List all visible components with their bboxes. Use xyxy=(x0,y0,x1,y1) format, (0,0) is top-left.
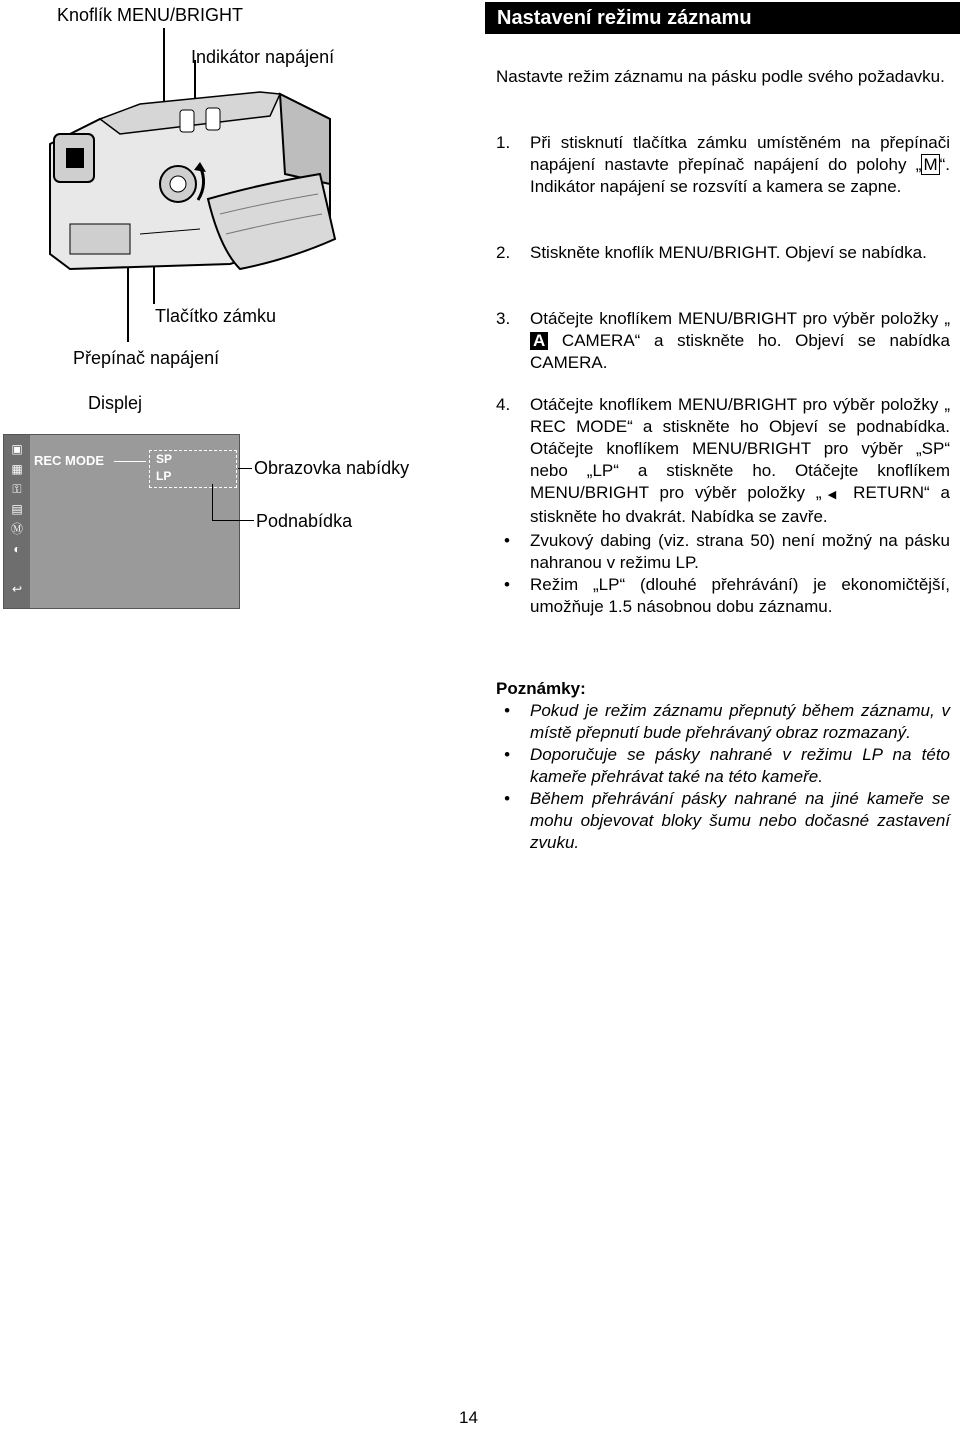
list-item: • Doporučuje se pásky nahrané v režimu LP na této kameře přehrávat také na této kameře. xyxy=(496,744,950,788)
notes-section xyxy=(496,678,950,854)
notes-title: Poznámky: xyxy=(496,679,586,698)
leader-submenu-vert xyxy=(212,484,213,520)
step-text-a: Při stisknutí tlačítka zámku umístěném na přepínači napájení nastavte přepínač napájení do polohy „ xyxy=(530,133,950,174)
step-text-b: CAMERA“ a stiskněte ho. Objeví se nabídka CAMERA. xyxy=(530,331,950,372)
step-4-bullets xyxy=(496,530,950,618)
step-number: 2. xyxy=(496,243,511,262)
intro-paragraph: Nastavte režim záznamu na pásku podle svého požadavku. xyxy=(496,67,945,86)
list-item: • Během přehrávání pásky nahrané na jiné kameře se mohu objevovat bloky šumu nebo dočasné zastavení zvuku. xyxy=(496,788,950,854)
lcd-connector xyxy=(114,461,146,462)
lcd-menu-screen xyxy=(3,434,240,609)
lcd-icon-column xyxy=(4,435,30,608)
power-mode-m-icon: M xyxy=(923,155,938,174)
label-menu-knob: Knoflík MENU/BRIGHT xyxy=(57,5,244,25)
step-text xyxy=(530,308,950,374)
label-power-switch: Přepínač napájení xyxy=(73,348,220,368)
step-number: 4. xyxy=(496,395,511,414)
return-arrow-icon: ◀ xyxy=(821,489,843,501)
step-1 xyxy=(496,132,950,198)
list-item: • Pokud je režim záznamu přepnutý během záznamu, v místě přepnutí bude přehrávaný obraz rozmazaný. xyxy=(496,700,950,744)
step-3 xyxy=(496,308,950,374)
page-number: 14 xyxy=(459,1408,478,1427)
label-menu-screen: Obrazovka nabídky xyxy=(254,458,410,478)
step-text-a: Otáčejte knoflíkem MENU/BRIGHT pro výběr položky „ xyxy=(530,309,950,328)
label-submenu: Podnabídka xyxy=(256,511,353,531)
lcd-menu-item: REC MODE xyxy=(34,453,105,468)
step-number: 3. xyxy=(496,309,511,328)
label-power-indicator: Indikátor napájení xyxy=(191,47,335,67)
label-display: Displej xyxy=(88,393,143,413)
list-item: • Zvukový dabing (viz. strana 50) není možný na pásku nahranou v režimu LP. xyxy=(496,530,950,574)
section-title: Nastavení režimu záznamu xyxy=(485,2,960,34)
camcorder-illustration xyxy=(30,24,350,344)
step-text-b: RETURN“ a stiskněte ho dvakrát. Nabídka se zavře. xyxy=(530,483,950,526)
step-text-b: “. Indikátor napájení se rozsvítí a kamera se zapne. xyxy=(530,155,950,196)
step-2 xyxy=(496,242,950,264)
camera-mode-a-icon: A xyxy=(530,332,548,350)
step-text xyxy=(530,394,950,528)
label-lock-button: Tlačítko zámku xyxy=(155,306,277,326)
lcd-option-sp: SP xyxy=(156,452,173,466)
leader-menu-screen xyxy=(238,468,252,469)
leader-submenu-horiz xyxy=(212,520,254,521)
step-text: Stiskněte knoflík MENU/BRIGHT. Objeví se nabídka. xyxy=(530,243,927,262)
step-text xyxy=(530,132,950,198)
lcd-submenu-box xyxy=(149,450,237,488)
intro-text xyxy=(496,66,950,88)
list-item: • Režim „LP“ (dlouhé přehrávání) je ekonomičtější, umožňuje 1.5 násobnou dobu záznamu. xyxy=(496,574,950,618)
lcd-option-lp: LP xyxy=(156,469,172,483)
notes-list xyxy=(496,700,950,854)
step-number: 1. xyxy=(496,133,511,152)
step-text-a: Otáčejte knoflíkem MENU/BRIGHT pro výběr položky „ REC MODE“ a stiskněte ho Objeví se podnabídka. Otáčejte knoflíkem MENU/BRIGHT pro výběr „SP“ nebo „LP“ a stiskněte ho. Otáčejte knoflíkem MENU/BRIGHT pro výběr položky „ xyxy=(530,395,950,502)
lcd-icons: ▣ ▦ ⚿ ▤ Ⓜ ◐ ↩ xyxy=(10,442,23,596)
step-4 xyxy=(496,394,950,618)
